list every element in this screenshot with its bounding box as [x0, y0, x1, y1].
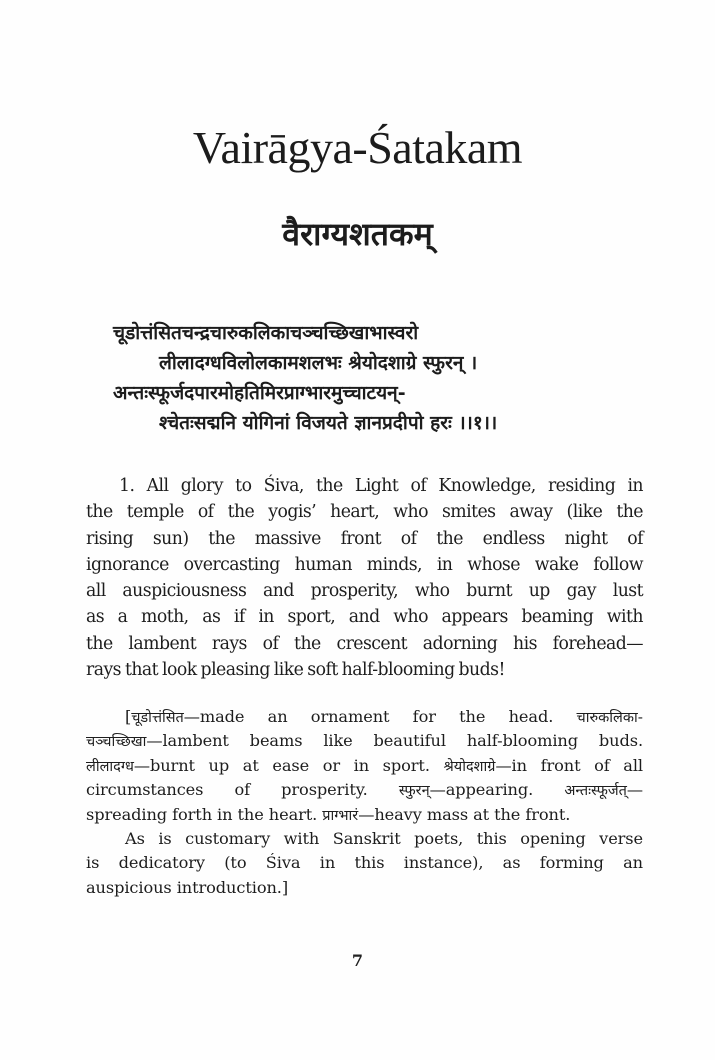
- translation-line: the temple of the yogis’ heart, who smites away (like the: [86, 502, 643, 523]
- sanskrit-verse: [113, 318, 673, 438]
- notes-text: is dedicatory (to Śiva in this instance), as forming an: [86, 853, 643, 873]
- page-number: 7: [351, 951, 364, 970]
- notes-line: [86, 705, 643, 729]
- sanskrit-term: स्फुरन्: [398, 783, 430, 800]
- notes-text: —: [626, 780, 643, 800]
- sanskrit-term: श्रेयोदशाग्रे: [443, 758, 496, 775]
- translation-line: all auspiciousness and prosperity, who burnt up gay lust: [86, 581, 643, 602]
- notes-text: —in front of all: [495, 755, 643, 775]
- notes-text: —made an ornament for the head.: [183, 707, 577, 726]
- notes-line: [86, 876, 643, 900]
- sanskrit-term: अन्तःस्फूर्जत्: [564, 783, 627, 800]
- sanskrit-term: चूडोत्तंसित: [131, 710, 184, 726]
- notes-line: [86, 851, 643, 875]
- translation-line: the lambent rays of the crescent adorning his forehead—: [86, 633, 643, 654]
- verse-line: चूडोत्तंसितचन्द्रचारुकलिकाचञ्चच्छिखाभास्वरो: [113, 322, 419, 344]
- notes-text: —heavy mass at the front.: [358, 804, 571, 824]
- notes-line: [86, 803, 643, 827]
- notes-text: auspicious introduction.]: [86, 877, 289, 897]
- notes-text: —appearing.: [429, 780, 565, 800]
- notes-text: As is customary with Sanskrit poets, this opening verse: [125, 828, 643, 848]
- sanskrit-term: चञ्चच्छिखा: [86, 734, 147, 751]
- page-title: Vairāgya-Śatakam: [192, 122, 523, 173]
- verse-line: श्चेतःसद्मनि योगिनां विजयते ज्ञानप्रदीपो हरः ।।१।।: [159, 412, 498, 434]
- page-subtitle-devanagari: वैराग्यशतकम्: [282, 215, 433, 253]
- translation-line: rays that look pleasing like soft half-blooming buds!: [86, 660, 505, 681]
- translation-line: 1. All glory to Śiva, the Light of Knowledge, residing in: [119, 476, 643, 496]
- verse-translation: [86, 473, 643, 683]
- translation-line: rising sun) the massive front of the endless night of: [86, 528, 643, 549]
- notes-line: [86, 754, 643, 778]
- notes-text: —burnt up at ease or in sport.: [133, 755, 444, 775]
- verse-notes: [86, 705, 643, 900]
- notes-text: spreading forth in the heart.: [86, 804, 323, 824]
- sanskrit-term: लीलादग्ध: [86, 758, 134, 775]
- translation-line: as a moth, as if in sport, and who appears beaming with: [86, 607, 643, 628]
- notes-text: —lambent beams like beautiful half-blooming buds.: [146, 731, 643, 751]
- sanskrit-term: प्राग्भारं: [322, 807, 359, 824]
- notes-line: [86, 778, 643, 802]
- sanskrit-term: चारुकलिका-: [576, 710, 643, 726]
- verse-line: अन्तःस्फूर्जदपारमोहतिमिरप्राग्भारमुच्चाटयन्-: [113, 382, 406, 404]
- verse-line: लीलादग्धविलोलकामशलभः श्रेयोदशाग्रे स्फुरन् ।: [159, 352, 478, 374]
- notes-text: circumstances of prosperity.: [86, 780, 399, 800]
- notes-text: [: [125, 707, 132, 726]
- notes-line: [86, 729, 643, 753]
- translation-line: ignorance overcasting human minds, in whose wake follow: [86, 554, 643, 575]
- notes-line: [86, 827, 643, 851]
